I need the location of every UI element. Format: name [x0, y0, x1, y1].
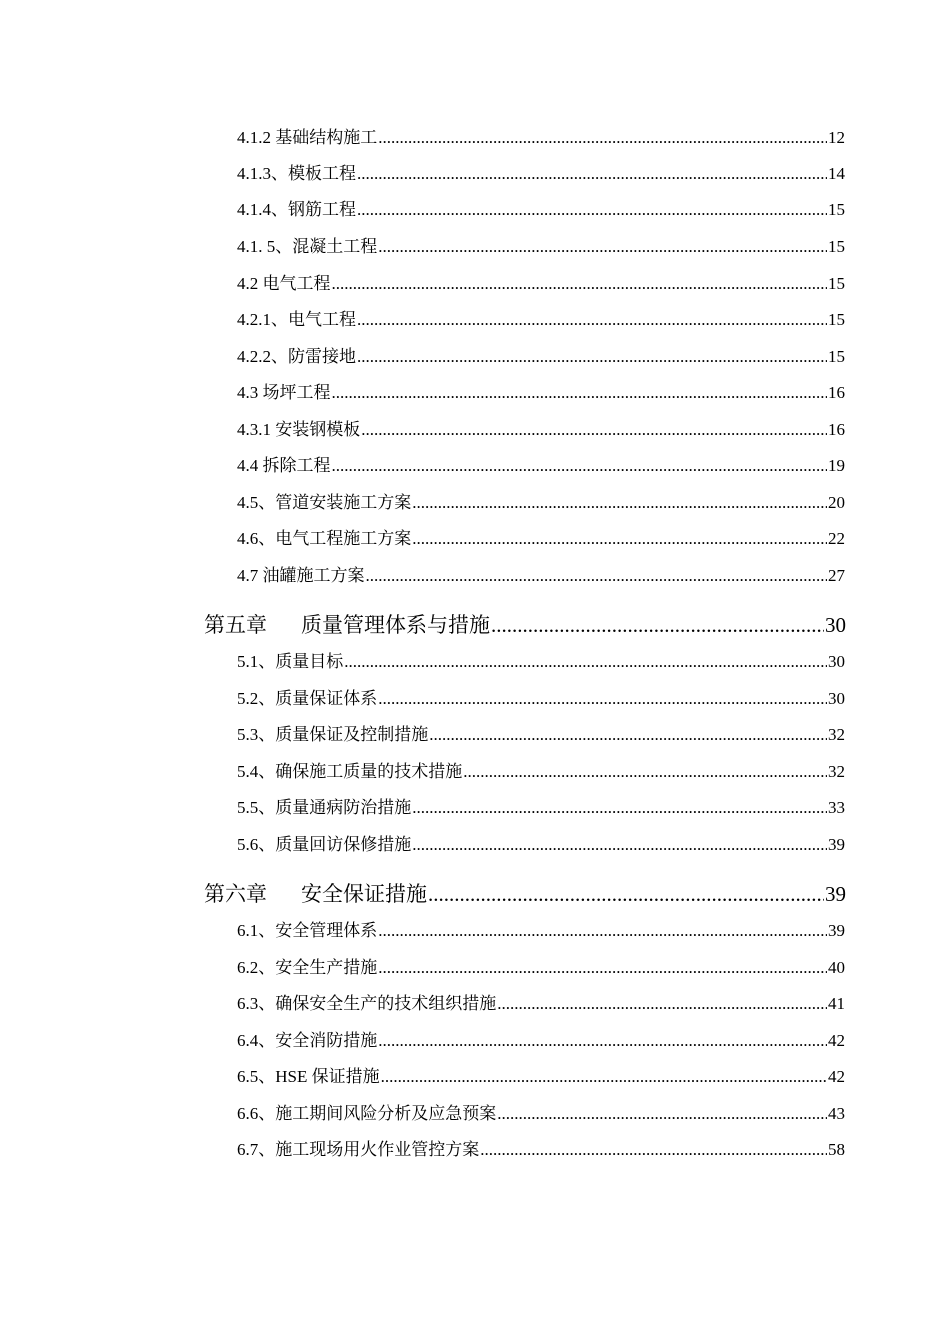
toc-entry-page: 15: [828, 237, 845, 256]
toc-entry-page: 20: [828, 493, 845, 512]
toc-dot-leader: [344, 648, 827, 676]
toc-entry[interactable]: [237, 1027, 845, 1055]
toc-entry[interactable]: [237, 233, 845, 261]
toc-entry-label: 4.1. 5、混凝土工程: [237, 237, 378, 256]
toc-entry[interactable]: [237, 270, 845, 298]
toc-entry-label: 4.2.1、电气工程: [237, 310, 356, 329]
toc-entry-label: 4.6、电气工程施工方案: [237, 529, 412, 548]
toc-entry-page: 33: [828, 798, 845, 817]
toc-entry-label: 6.6、施工期间风险分析及应急预案: [237, 1104, 497, 1123]
toc-dot-leader: [378, 917, 827, 945]
toc-chapter-title: 安全保证措施: [301, 882, 427, 906]
toc-entry[interactable]: [237, 452, 845, 480]
toc-entry-label: 6.1、安全管理体系: [237, 921, 378, 940]
toc-entry[interactable]: [237, 379, 845, 407]
toc-dot-leader: [357, 160, 827, 188]
toc-entry-label: 4.2.2、防雷接地: [237, 347, 356, 366]
toc-dot-leader: [480, 1136, 827, 1164]
toc-chapter-label: [204, 877, 427, 911]
toc-entry-label: 6.5、HSE 保证措施: [237, 1067, 380, 1086]
toc-entry-label: 4.4 拆除工程: [237, 456, 331, 475]
toc-entry-page: 41: [828, 994, 845, 1013]
toc-dot-leader: [491, 608, 824, 642]
toc-entry-page: 30: [828, 689, 845, 708]
toc-entry[interactable]: [237, 1136, 845, 1164]
toc-entry-label: 5.6、质量回访保修措施: [237, 835, 412, 854]
toc-entry[interactable]: [237, 1100, 845, 1128]
toc-entry[interactable]: [237, 525, 845, 553]
toc-dot-leader: [366, 562, 828, 590]
toc-dot-leader: [357, 306, 827, 334]
toc-entry[interactable]: [237, 416, 845, 444]
toc-entry[interactable]: [237, 721, 845, 749]
toc-entry-page: 15: [828, 274, 845, 293]
toc-dot-leader: [378, 685, 827, 713]
toc-entry-page: 16: [828, 420, 845, 439]
toc-entry[interactable]: [237, 917, 845, 945]
toc-entry-page: 15: [828, 310, 845, 329]
toc-entry[interactable]: [237, 343, 845, 371]
toc-dot-leader: [332, 379, 828, 407]
toc-entry-label: 5.2、质量保证体系: [237, 689, 378, 708]
toc-entry-page: 15: [828, 200, 845, 219]
toc-entry-label: 6.7、施工现场用火作业管控方案: [237, 1140, 480, 1159]
toc-entry-page: 12: [828, 128, 845, 147]
toc-entry-page: 15: [828, 347, 845, 366]
toc-entry[interactable]: [237, 124, 845, 152]
toc-entry[interactable]: [237, 990, 845, 1018]
toc-chapter-5[interactable]: [204, 608, 846, 642]
toc-chapter-page: 39: [825, 882, 846, 906]
toc-dot-leader: [381, 1063, 827, 1091]
toc-entry-label: 6.3、确保安全生产的技术组织措施: [237, 994, 497, 1013]
toc-entry-label: 5.5、质量通病防治措施: [237, 798, 412, 817]
toc-entry-page: 32: [828, 725, 845, 744]
toc-dot-leader: [378, 124, 827, 152]
toc-dot-leader: [378, 233, 827, 261]
toc-entry-label: 4.7 油罐施工方案: [237, 566, 365, 585]
toc-entry-page: 19: [828, 456, 845, 475]
toc-entry-label: 5.4、确保施工质量的技术措施: [237, 762, 463, 781]
toc-entry[interactable]: [237, 1063, 845, 1091]
toc-entry-page: 14: [828, 164, 845, 183]
toc-entry-label: 4.1.2 基础结构施工: [237, 128, 378, 147]
toc-entry-label: 5.1、质量目标: [237, 652, 344, 671]
toc-entry-label: 4.1.4、钢筋工程: [237, 200, 356, 219]
toc-chapter-number: 第六章: [204, 882, 267, 906]
toc-entry[interactable]: [237, 758, 845, 786]
toc-entry-page: 22: [828, 529, 845, 548]
toc-entry-label: 4.1.3、模板工程: [237, 164, 356, 183]
toc-entry-page: 43: [828, 1104, 845, 1123]
toc-entry-page: 16: [828, 383, 845, 402]
toc-dot-leader: [332, 270, 828, 298]
toc-chapter-6[interactable]: [204, 877, 846, 911]
toc-entry[interactable]: [237, 306, 845, 334]
toc-entry-label: 6.4、安全消防措施: [237, 1031, 378, 1050]
toc-dot-leader: [429, 721, 827, 749]
toc-dot-leader: [497, 1100, 827, 1128]
toc-dot-leader: [357, 343, 827, 371]
toc-entry-page: 40: [828, 958, 845, 977]
toc-entry-page: 30: [828, 652, 845, 671]
toc-dot-leader: [412, 489, 827, 517]
toc-entry-label: 4.5、管道安装施工方案: [237, 493, 412, 512]
toc-entry-label: 4.2 电气工程: [237, 274, 331, 293]
toc-dot-leader: [378, 954, 827, 982]
toc-dot-leader: [357, 196, 827, 224]
toc-entry-page: 39: [828, 921, 845, 940]
toc-entry[interactable]: [237, 648, 845, 676]
toc-entry-page: 58: [828, 1140, 845, 1159]
toc-entry[interactable]: [237, 831, 845, 859]
toc-entry[interactable]: [237, 196, 845, 224]
toc-entry[interactable]: [237, 685, 845, 713]
toc-entry-label: 4.3.1 安装钢模板: [237, 420, 361, 439]
toc-entry-page: 27: [828, 566, 845, 585]
toc-chapter-page: 30: [825, 613, 846, 637]
toc-dot-leader: [412, 794, 827, 822]
toc-dot-leader: [332, 452, 828, 480]
toc-entry-page: 42: [828, 1031, 845, 1050]
toc-dot-leader: [497, 990, 827, 1018]
toc-entry-page: 32: [828, 762, 845, 781]
toc-dot-leader: [361, 416, 827, 444]
toc-entry[interactable]: [237, 489, 845, 517]
toc-entry-label: 5.3、质量保证及控制措施: [237, 725, 429, 744]
toc-entry-label: 4.3 场坪工程: [237, 383, 331, 402]
toc-chapter-label: [204, 608, 490, 642]
toc-entry[interactable]: [237, 160, 845, 188]
toc-chapter-number: 第五章: [204, 613, 267, 637]
toc-dot-leader: [428, 877, 824, 911]
toc-entry-page: 39: [828, 835, 845, 854]
toc-entry[interactable]: [237, 794, 845, 822]
toc-dot-leader: [412, 525, 827, 553]
toc-chapter-title: 质量管理体系与措施: [301, 613, 490, 637]
toc-entry-page: 42: [828, 1067, 845, 1086]
toc-dot-leader: [378, 1027, 827, 1055]
toc-entry-label: 6.2、安全生产措施: [237, 958, 378, 977]
toc-entry[interactable]: [237, 562, 845, 590]
toc-entry[interactable]: [237, 954, 845, 982]
toc-dot-leader: [412, 831, 827, 859]
toc-dot-leader: [463, 758, 827, 786]
